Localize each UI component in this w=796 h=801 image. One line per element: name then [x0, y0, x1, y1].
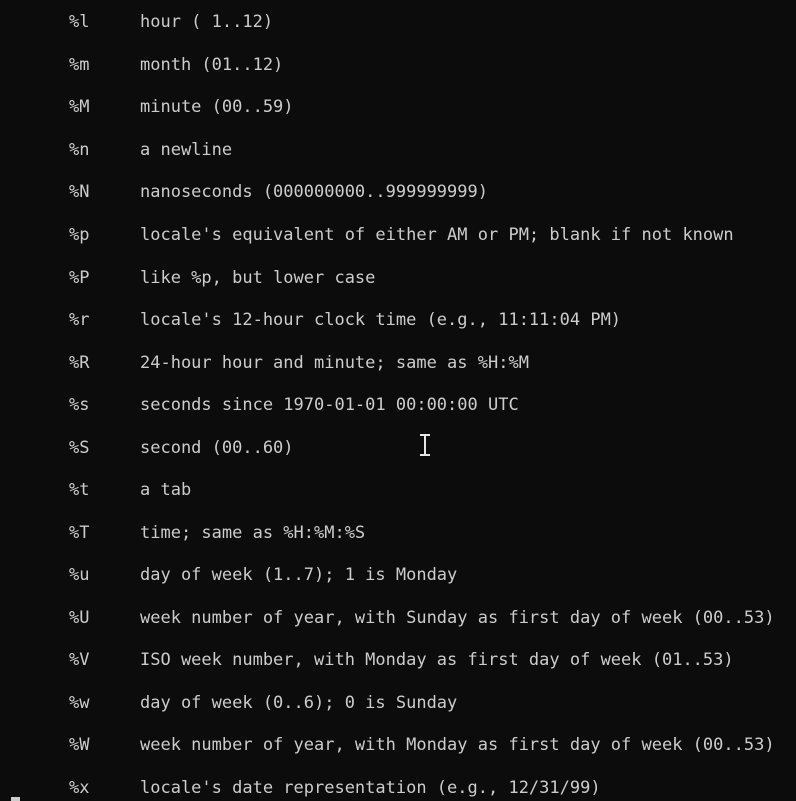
format-description: nanoseconds (000000000..999999999)	[140, 182, 488, 202]
man-line	[0, 180, 488, 204]
man-line	[0, 563, 458, 587]
man-line	[0, 436, 294, 460]
man-line	[0, 393, 519, 417]
format-code: %x	[69, 778, 90, 798]
man-line	[0, 478, 192, 502]
format-code: %l	[69, 12, 90, 32]
format-code: %m	[69, 55, 90, 75]
format-description: a newline	[140, 140, 233, 160]
format-code: %w	[69, 693, 90, 713]
format-code: %u	[69, 565, 90, 585]
man-line	[0, 776, 601, 800]
format-description: day of week (1..7); 1 is Monday	[140, 565, 458, 585]
format-description: minute (00..59)	[140, 97, 294, 117]
man-line	[0, 223, 734, 247]
man-line	[0, 10, 274, 34]
format-code: %W	[69, 735, 90, 755]
format-code: %M	[69, 97, 90, 117]
block-cursor-icon	[11, 797, 20, 801]
man-line	[0, 95, 294, 119]
man-line	[0, 733, 775, 757]
format-description: seconds since 1970-01-01 00:00:00 UTC	[140, 395, 519, 415]
format-description: second (00..60)	[140, 438, 294, 458]
format-code: %s	[69, 395, 90, 415]
man-line	[0, 266, 376, 290]
format-description: hour ( 1..12)	[140, 12, 274, 32]
format-code: %r	[69, 310, 90, 330]
format-description: week number of year, with Monday as first day of week (00..53)	[140, 735, 775, 755]
format-code: %S	[69, 438, 90, 458]
man-line	[0, 606, 775, 630]
man-line	[0, 351, 529, 375]
format-description: a tab	[140, 480, 192, 500]
format-code: %t	[69, 480, 90, 500]
format-code: %P	[69, 268, 90, 288]
format-description: time; same as %H:%M:%S	[140, 523, 366, 543]
format-code: %R	[69, 353, 90, 373]
format-description: locale's 12-hour clock time (e.g., 11:11:04 PM)	[140, 310, 622, 330]
format-description: locale's equivalent of either AM or PM; blank if not known	[140, 225, 734, 245]
format-description: like %p, but lower case	[140, 268, 376, 288]
man-line	[0, 53, 284, 77]
man-line	[0, 648, 734, 672]
format-description: locale's date representation (e.g., 12/31/99)	[140, 778, 601, 798]
man-line	[0, 521, 366, 545]
format-description: day of week (0..6); 0 is Sunday	[140, 693, 458, 713]
format-description: 24-hour hour and minute; same as %H:%M	[140, 353, 529, 373]
man-line	[0, 308, 622, 332]
man-line	[0, 138, 233, 162]
format-code: %T	[69, 523, 90, 543]
format-code: %p	[69, 225, 90, 245]
format-code: %V	[69, 650, 90, 670]
format-description: month (01..12)	[140, 55, 284, 75]
format-code: %N	[69, 182, 90, 202]
format-code: %n	[69, 140, 90, 160]
man-line	[0, 691, 458, 715]
format-description: week number of year, with Sunday as first day of week (00..53)	[140, 608, 775, 628]
format-code: %U	[69, 608, 90, 628]
format-description: ISO week number, with Monday as first day of week (01..53)	[140, 650, 734, 670]
i-beam-cursor-icon	[419, 434, 431, 456]
